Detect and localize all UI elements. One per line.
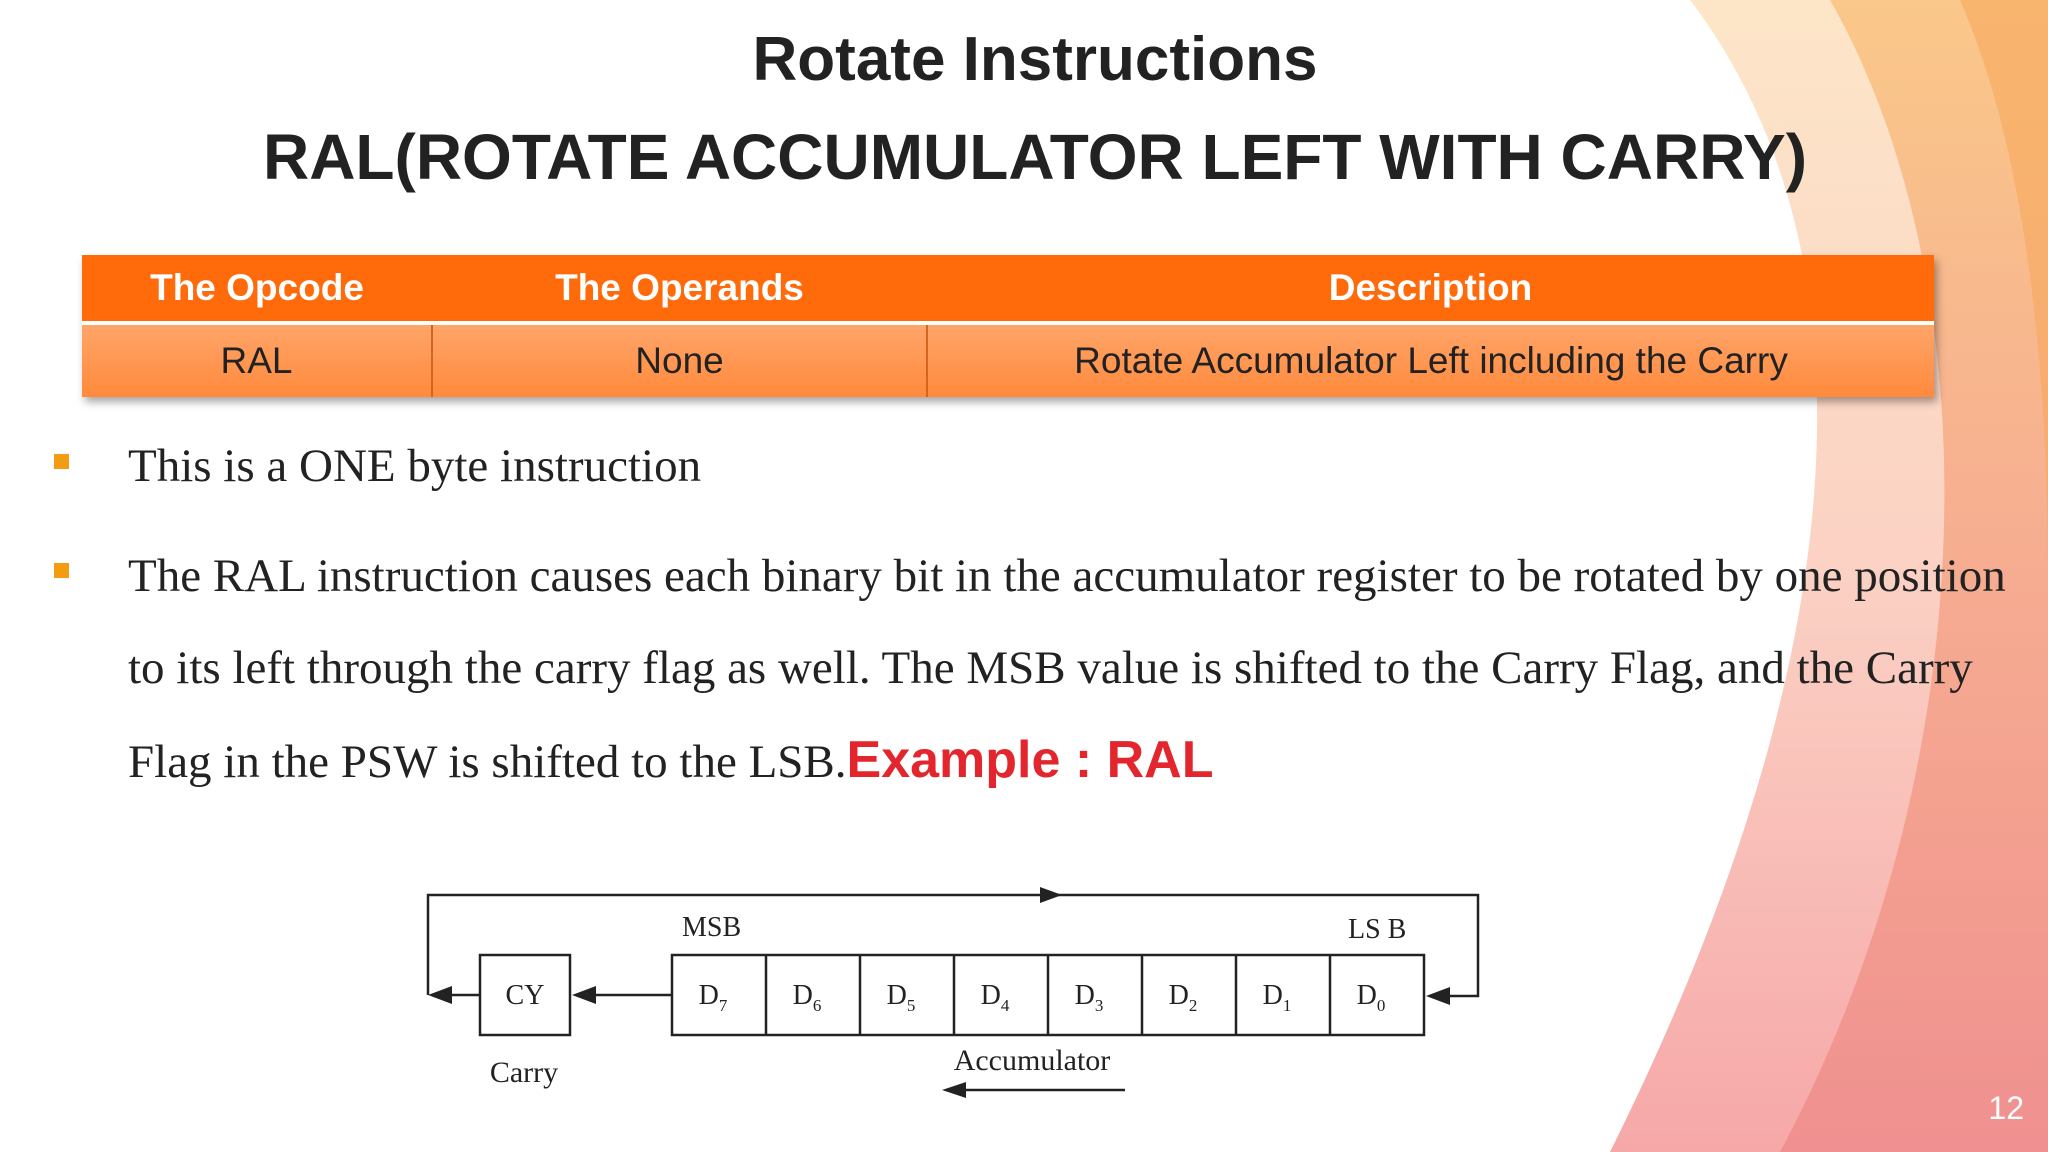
cell-description: Rotate Accumulator Left including the Carry [927,323,1934,397]
lsb-label: LS B [1348,914,1407,945]
header-opcode: The Opcode [82,255,432,323]
carry-label: Carry [489,1056,559,1089]
header-description: Description [927,255,1934,323]
page-number: 12 [1988,1090,2024,1126]
bit-cell-d6: $D_6$ [792,980,822,1015]
bit-cell-d0: $D_0$ [1356,980,1386,1015]
bit-cell-d4: $D_4$ [980,980,1010,1015]
page-subtitle: RAL(ROTATE ACCUMULATOR LEFT WITH CARRY) [262,121,1808,193]
header-operands: The Operands [432,255,927,323]
bit-cell-d3: $D_3$ [1074,980,1104,1015]
example-label: Example : RAL [846,731,1214,789]
left-arrow-icon [1426,987,1450,1005]
right-arrow-icon [1040,887,1062,903]
bit-cell-d1: $D_1$ [1262,980,1292,1015]
bit-cell-d5: $D_5$ [886,980,916,1015]
msb-label: MSB [682,912,742,943]
left-arrow-icon [428,986,452,1004]
accumulator-label: Accumulator [953,1044,1111,1077]
bit-cell-d2: $D_2$ [1168,980,1198,1015]
left-arrow-icon [942,1082,966,1098]
bullet-text-1: This is a ONE byte instruction [128,440,702,492]
left-arrow-icon [572,986,596,1004]
cell-operands: None [432,323,927,397]
page-title: Rotate Instructions [752,25,1318,94]
cell-opcode: RAL [82,323,432,397]
cy-label: CY [505,980,545,1011]
bullet-text-2: The RAL instruction causes each binary bit in the accumulator register to be rotated by one position to its left through the carry flag as well. The MSB value is shifted to the Carry Flag, and the Carry Flag in the PSW is shifted to the LSB. [128,550,2006,788]
bit-cell-d7: $D_7$ [698,980,728,1015]
